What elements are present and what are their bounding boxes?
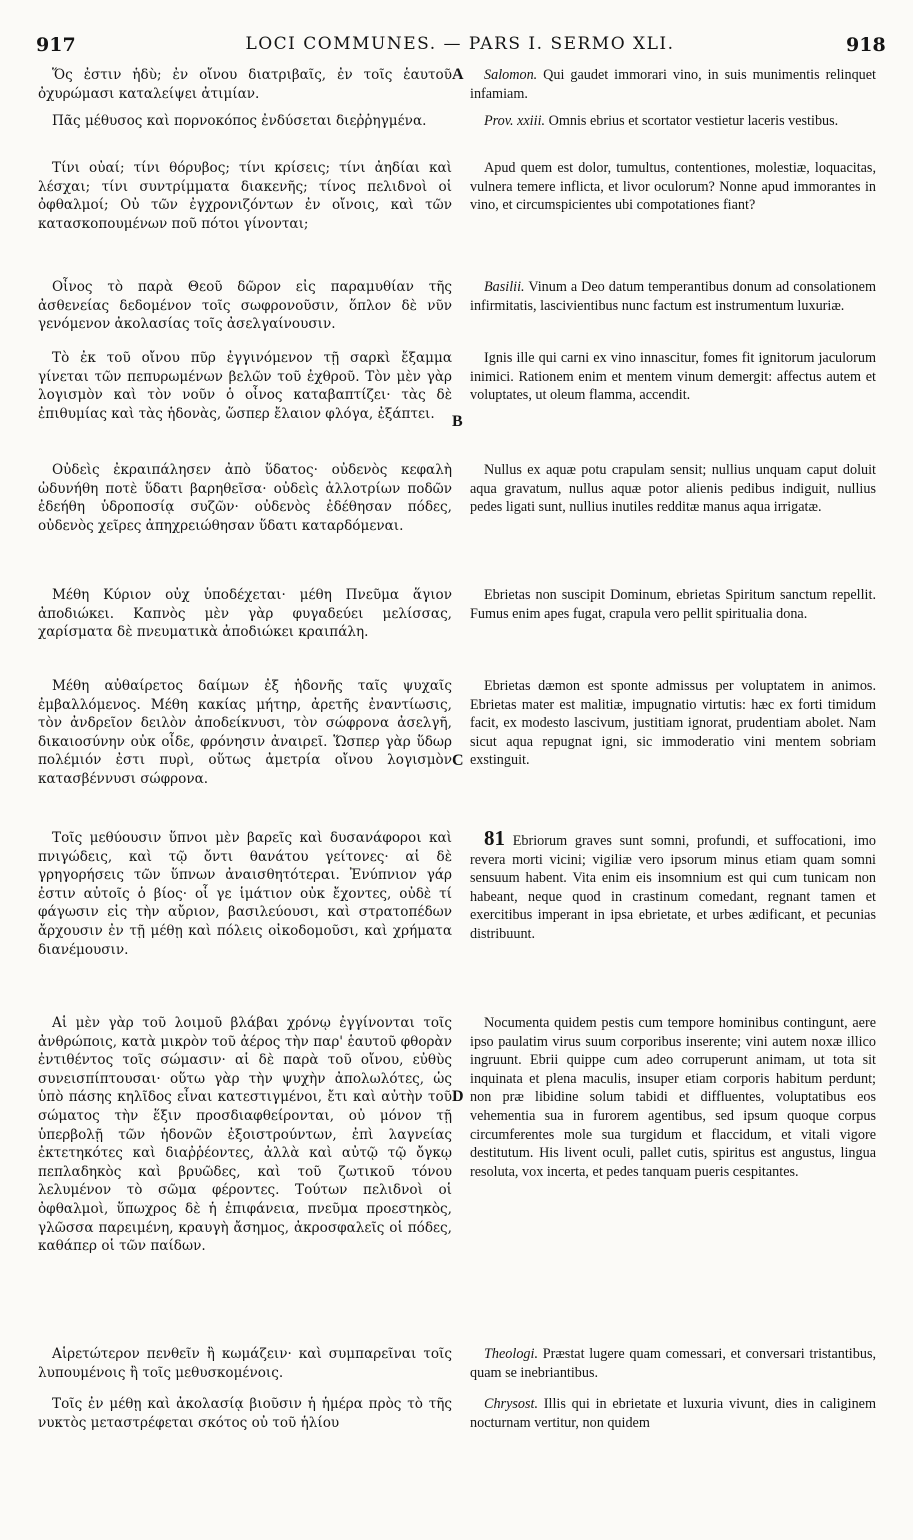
margin-letter-b: B [452,413,463,430]
running-header [0,34,913,58]
right-page-number: 918 [846,34,886,56]
source-label: Salomon. [484,67,538,83]
greek-paragraph-1: Ὅς ἐστιν ἡδὺ; ἐν οἴνου διατριβαῖς, ἐν τοῖς ἑαυτοῦ ὀχυρώμασι καταλείψει ἀτιμίαν. [38,67,452,102]
latin-paragraph-7: Ebrietas non suscipit Dominum, ebrietas Spiritum sanctum repellit. Fumus enim apes fugat, crapula vero pellit spiritualia dona. [470,587,876,622]
source-label: Prov. xxiii. [484,113,546,129]
greek-paragraph-12: Τοῖς ἐν μέθῃ καὶ ἀκολασίᾳ βιοῦσιν ἡ ἡμέρα πρὸς τὸ τῆς νυκτὸς μεταστρέφεται σκότος οὐ τοῦ ἡλίου [38,1396,452,1431]
left-page-number: 917 [36,34,76,56]
column-number: 81 [484,826,505,850]
source-label: Basilii. [484,279,525,295]
greek-paragraph-9: Τοῖς μεθύουσιν ὕπνοι μὲν βαρεῖς καὶ δυσανάφοροι καὶ πνιγώδεις, καὶ τῷ ὄντι θανάτου γείτονες· αἱ δὲ γρηγορήσεις τῶν ὕπνων ἀναισθητότεραι. Ἐνύπνιον γάρ ἐστιν αὐτοῖς ὁ βίος· οἷ γε ἱμάτιον οὐκ ἔχοντες, οὐδὲ τί φάγωσιν εἰς τὴν αὔριον, βασιλεύουσι, καὶ στρατοπέδων ἄρχουσιν ἐν τῇ μέθῃ καὶ πόλεις οἰκοδομοῦσι, καὶ χρήματα διανέμουσιν. [38,830,452,958]
latin-paragraph-5: Ignis ille qui carni ex vino innascitur, fomes fit ignitorum jaculorum inimici. Rationem enim et mentem vinum demergit: affectus autem et voluptates, ut oleum flamma, accendit. [470,350,876,404]
greek-paragraph-11: Αἱρετώτερον πενθεῖν ἢ κωμάζειν· καὶ συμπαρεῖναι τοῖς λυπουμένοις ἢ τοῖς μεθυσκομένοις. [38,1346,452,1381]
greek-paragraph-5: Τὸ ἐκ τοῦ οἴνου πῦρ ἐγγινόμενον τῇ σαρκὶ ἔξαμμα γίνεται τῶν πεπυρωμένων βελῶν τοῦ ἐχθροῦ. Τὸν μὲν γὰρ λογισμὸν καὶ τὸν νοῦν ὁ οἶνος καταβαπτίζει· τὰς δὲ ἐπιθυμίας καὶ τὰς ἡδονὰς, ὥσπερ ἔλαιον φλόγα, ἐξάπτει. [38,350,452,422]
latin-paragraph-9: 81 Ebriorum graves sunt somni, profundi, et suffocationi, imo revera morti vicini; vigiliæ vero ipsorum minus etiam quam somni sensuum habent. Vita enim eis insomnium est qui cum tunicam non habeant, neque quod in crastinum comedant, regnant tamen et exercitibus imperant in ipsa ebrietate, et urbes ædificant, et pecunias distribuunt. [470,826,877,942]
margin-letter-a: A [452,66,464,83]
source-label: Theologi. [484,1346,538,1362]
margin-letter-c: C [452,752,464,769]
latin-paragraph-6: Nullus ex aquæ potu crapulam sensit; nullius unquam caput doluit aqua gravatum, nullus aquæ potor alienis pedibus indiguit, nullius pedes ligati sunt, nullius inutiles redditæ manus aqua irrigatæ. [470,462,876,516]
latin-paragraph-8: Ebrietas dæmon est sponte admissus per voluptatem in animos. Ebrietas mater est malitiæ, impugnatio virtutis: hæc ex forti timidum facit, ex modesto lascivum, justitiam ignorat, prudentiam abolet. Nam sicut aqua repugnat igni, sic immoderatio vini mentem sobriam exstinguit. [470,678,876,769]
latin-paragraph-12: Chrysost. Illis qui in ebrietate et luxuria vivunt, dies in caliginem nocturnam vertitur, non quidem [470,1396,876,1431]
latin-paragraph-10: Nocumenta quidem pestis cum tempore hominibus contingunt, aere ipso paulatim virus suum corporibus inserente; vini autem noxæ illico ingruunt. Ebrii quippe cum adeo corruperunt animam, ut tota sit inquinata et plena maculis, insuper etiam corporis habitum perdunt; non præ libidine solum tabidi et diffluentes, voluptatibus eos vehementia sua in furorem agentibus, sed ipsum quoque corpus circumferentes mole sua turgidum et flaccidum, et vitali vigore destitutum. His livent oculi, pallet cutis, spiritus est angustus, lingua resoluta, vox incerta, et pedes tanquam pueris cespitantes. [470,1015,876,1180]
greek-paragraph-8: Μέθη αὐθαίρετος δαίμων ἐξ ἡδονῆς ταῖς ψυχαῖς ἐμβαλλόμενος. Μέθη κακίας μήτηρ, ἀρετῆς ἐναντίωσις, τὸν ἀνδρεῖον δειλὸν ἀποδείκνυσι, τὸν σώφρονα ἀσελγῆ, δικαιοσύνην οὐκ οἶδε, φρόνησιν ἀναιρεῖ. Ὥσπερ γὰρ ὕδωρ πολέμιόν ἐστι πυρὶ, οὕτως ἀμετρία οἴνου λογισμὸν κατασβέννυσι σώφρονα. [38,678,452,787]
greek-paragraph-3: Τίνι οὐαί; τίνι θόρυβος; τίνι κρίσεις; τίνι ἀηδίαι καὶ λέσχαι; τίνι συντρίμματα διακενῆς; τίνος πελιδνοὶ οἱ ὀφθαλμοί; Οὐ τῶν ἐγχρονιζόντων ἐν οἴνοις, καὶ τῶν κατασκοπουμένων ποῦ πότοι γίνονται; [38,160,452,232]
greek-paragraph-6: Οὐδεὶς ἐκραιπάλησεν ἀπὸ ὕδατος· οὐδενὸς κεφαλὴ ὠδυνήθη ποτὲ ὕδατι βαρηθεῖσα· οὐδεὶς ἀλλοτρίων ποδῶν ἐδεήθη ὑδροποσίᾳ συζῶν· οὐδενὸς ἐδέθησαν πόδες, οὐδενὸς χεῖρες ἀπηχρειώθησαν ὕδατι καταρδόμεναι. [38,462,452,534]
latin-paragraph-1: Salomon. Qui gaudet immorari vino, in suis munimentis relinquet infamiam. [470,67,876,102]
latin-paragraph-2: Prov. xxiii. Omnis ebrius et scortator vestietur laceris vestibus. [484,113,839,129]
latin-paragraph-3: Apud quem est dolor, tumultus, contentiones, molestiæ, loquacitas, vulnera temere inflicta, et livor oculorum? Nonne apud immorantes in vino, et circumspicientes ubi compotationes fiant? [470,160,876,214]
greek-paragraph-4: Οἶνος τὸ παρὰ Θεοῦ δῶρον εἰς παραμυθίαν τῆς ἀσθενείας δεδομένον τοῖς σωφρονοῦσιν, ὅπλον δὲ νῦν γενόμενον ἀκολασίας τοῖς ἀσελγαίνουσιν. [38,279,452,333]
greek-paragraph-10: Αἱ μὲν γὰρ τοῦ λοιμοῦ βλάβαι χρόνῳ ἐγγίνονται τοῖς ἀνθρώποις, κατὰ μικρὸν τοῦ ἀέρος τὴν παρ' ἑαυτοῦ φθορὰν ἐντιθέντος τοῖς σώμασιν· αἱ δὲ παρὰ τοῦ οἴνου, εὐθὺς συνεισπίπτουσαι· οὕτω γὰρ τὴν ψυχὴν ἀπολωλότες, ὡς ὑπὸ πάσης κηλῖδος εἶναι κατεστιγμένοι, ἔτι καὶ αὐτὴν τοῦ σώματος τὴν ἕξιν προσδιαφθείρονται, οὐ μόνον τῇ ὑπερβολῇ τῶν ἡδονῶν ἐξοιστρούντων, ἐπὶ λαγνείας ἐκτετηκότες καὶ διαῤῥέοντες, ἀλλὰ καὶ αὐτῷ τῷ ὄγκῳ πεπλαδηκὸς καὶ βρυῶδες, καὶ τοῦ ζωτικοῦ τόνου λελυμένον τὸ σῶμα φέροντες. Τούτων πελιδνοὶ οἱ ὀφθαλμοὶ, ὕπωχρος δὲ ἡ ἐπιφάνεια, πνεῦμα προεστηκὸς, γλῶσσα παρειμένη, κραυγὴ ἄσημος, ἀκροσφαλεῖς οἱ πόδες, καθάπερ οἱ τῶν παίδων. [38,1015,452,1255]
latin-paragraph-11: Theologi. Præstat lugere quam comessari, et conversari tristantibus, quam se inebriantibus. [470,1346,877,1381]
greek-paragraph-2: Πᾶς μέθυσος καὶ πορνοκόπος ἐνδύσεται διεῤῥηγμένα. [52,113,427,129]
running-title: LOCI COMMUNES. — PARS I. SERMO XLI. [245,34,675,54]
source-label: Chrysost. [484,1396,538,1412]
greek-paragraph-7: Μέθη Κύριον οὐχ ὑποδέχεται· μέθη Πνεῦμα ἅγιον ἀποδιώκει. Καπνὸς μὲν γὰρ φυγαδεύει μελίσσας, χαρίσματα δὲ πνευματικὰ ἀποδιώκει κραιπάλη. [38,587,452,641]
latin-paragraph-4: Basilii. Vinum a Deo datum temperantibus donum ad consolationem infirmitatis, lascivientibus nunc factum est instrumentum luxuriæ. [470,279,876,314]
margin-letter-d: D [452,1088,464,1105]
